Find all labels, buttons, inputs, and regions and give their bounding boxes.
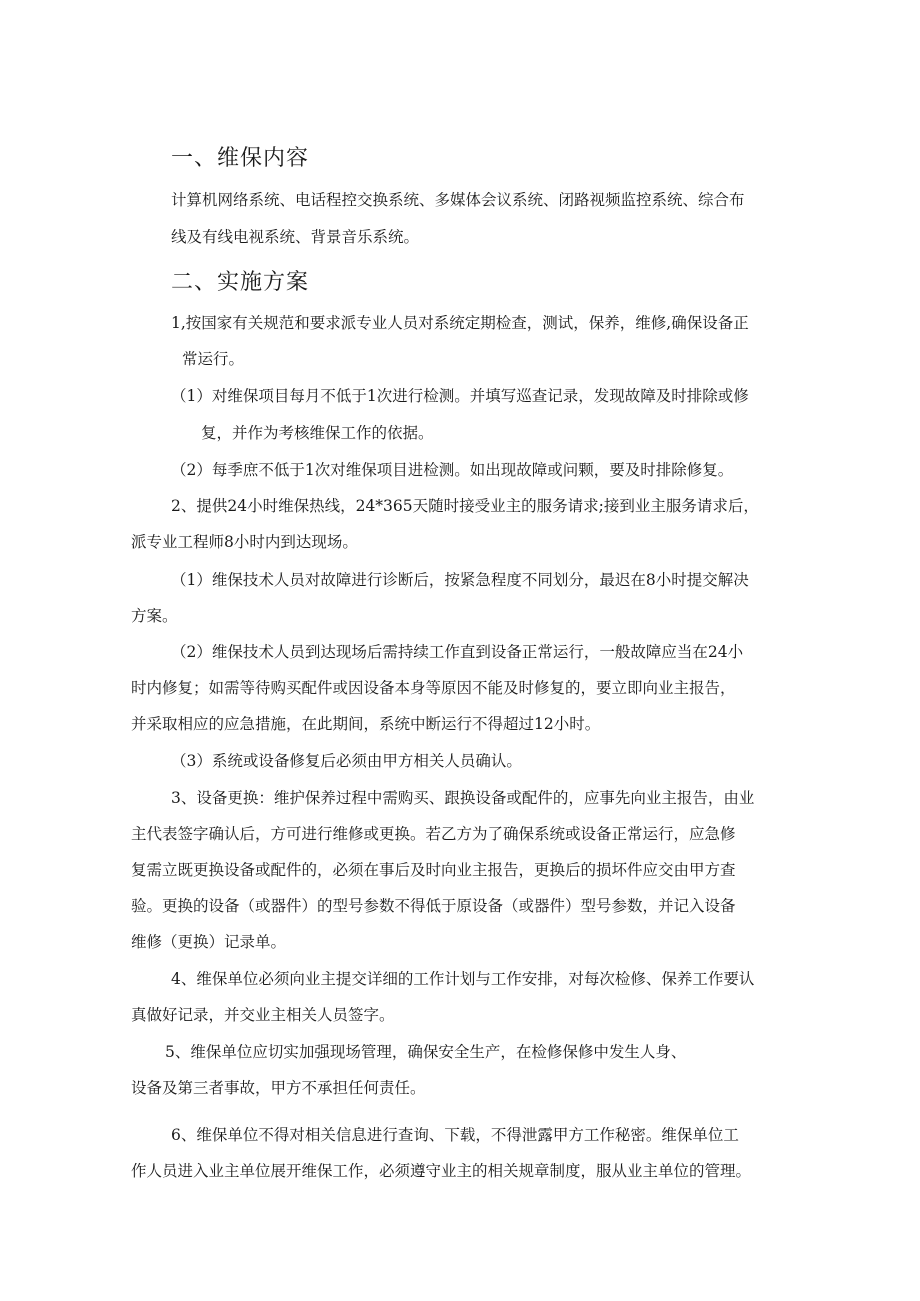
item-6-line: 作人员进入业主单位展开维保工作，必须遵守业主的相关规章制度，服从业主单位的管理。 — [131, 1162, 752, 1180]
item-2-subitem-2-line: （2）维保技术人员到达现场后需持续工作直到设备正常运行，一般故障应当在24小 — [171, 643, 744, 661]
item-3-line: 维修（更换）记录单。 — [131, 933, 287, 951]
item-2-subitem-1-line: 方案。 — [131, 607, 178, 625]
item-2-subitem-2-line: 并采取相应的应急措施，在此期间，系统中断运行不得超过12小时。 — [131, 715, 601, 733]
item-2-subitem-1-line: （1）维保技术人员对故障进行诊断后，按紧急程度不同划分，最迟在8小时提交解决 — [171, 571, 749, 589]
item-3-line: 3、设备更换：维护保养过程中需购买、跟换设备或配件的，应事先向业主报告，由业 — [171, 789, 755, 807]
item-4-line: 真做好记录，并交业主相关人员签字。 — [131, 1006, 395, 1024]
item-1-subitem-2-line: （2）每季庶不低于1次对维保项目进检测。如出现故障或问颗，要及时排除修复。 — [171, 461, 734, 479]
item-3-line: 主代表签字确认后，方可进行维修或更换。若乙方为了确保系统或设备正常运行，应急修 — [131, 825, 736, 843]
item-2-subitem-3-line: （3）系统或设备修复后必须由甲方相关人员确认。 — [171, 752, 522, 770]
item-1-line: 1,按国家有关规范和要求派专业人员对系统定期检查，测试，保养，维修,确保设备正 — [171, 314, 749, 332]
item-2-line: 派专业工程师8小时内到达现场。 — [131, 533, 358, 551]
item-3-line: 验。更换的设备（或器件）的型号参数不得低于原设备（或器件）型号参数，并记入设备 — [131, 897, 736, 915]
section-heading-implementation-plan: 二、实施方案 — [171, 270, 310, 295]
item-5-line: 设备及第三者事故，甲方不承担任何责任。 — [131, 1079, 426, 1097]
item-2-line: 2、提供24小时维保热线，24*365天随时接受业主的服务请求;接到业主服务请求后， — [171, 497, 759, 515]
item-2-subitem-2-line: 时内修复；如需等待购买配件或因设备本身等原因不能及时修复的，要立即向业主报告， — [131, 679, 736, 697]
item-1-subitem-1-line: 复，并作为考核维保工作的依据。 — [201, 424, 434, 442]
item-4-line: 4、维保单位必须向业主提交详细的工作计划与工作安排，对每次检修、保养工作要认 — [171, 970, 755, 988]
item-5-line: 5、维保单位应切实加强现场管理，确保安全生产，在检修保修中发生人身、 — [165, 1043, 687, 1061]
section-heading-maintenance-content: 一、维保内容 — [171, 146, 310, 171]
item-6-line: 6、维保单位不得对相关信息进行查询、下载，不得泄露甲方工作秘密。维保单位工 — [171, 1126, 739, 1144]
paragraph-line: 线及有线电视系统、背景音乐系统。 — [171, 228, 420, 246]
paragraph-line: 计算机网络系统、电话程控交换系统、多媒体会议系统、闭路视频监控系统、综合布 — [171, 191, 745, 209]
item-1-subitem-1-line: （1）对维保项目每月不低于1次进行检测。并填写巡查记录，发现故障及时排除或修 — [171, 387, 749, 405]
item-1-line: 常运行。 — [182, 350, 245, 368]
item-3-line: 复需立既更换设备或配件的，必须在事后及时向业主报告，更换后的损坏件应交由甲方查 — [131, 861, 736, 879]
